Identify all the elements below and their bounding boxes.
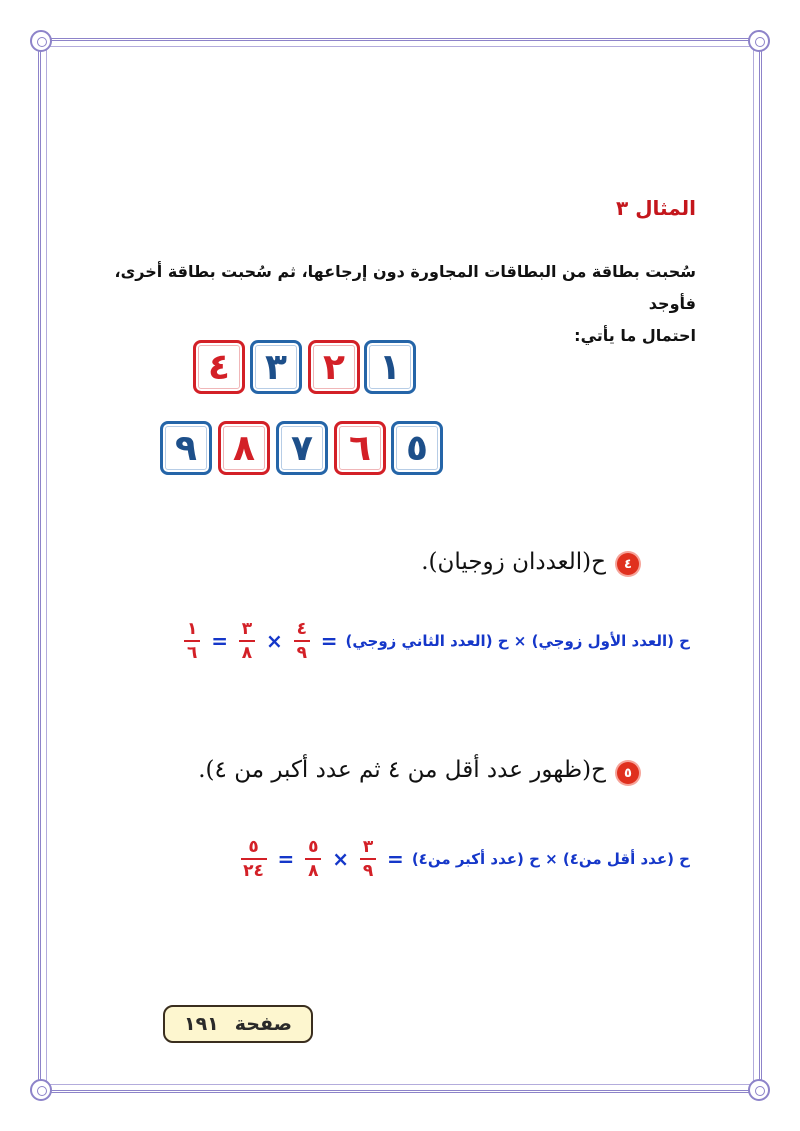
card: ٤ [193, 340, 245, 394]
card: ٣ [250, 340, 302, 394]
corner-ornament-icon [748, 1079, 770, 1101]
question-number-badge: ٤ [617, 553, 639, 575]
card: ٦ [334, 421, 386, 475]
page-label: صفحة [234, 1013, 293, 1035]
denominator: ٩ [296, 643, 307, 663]
numerator: ٣ [241, 619, 253, 639]
card: ٥ [391, 421, 443, 475]
example-heading: المثال ٣ [616, 196, 696, 220]
card: ٧ [276, 421, 328, 475]
card: ٨ [218, 421, 270, 475]
intro-line-2: احتمال ما يأتي: [574, 326, 696, 345]
result-fraction [184, 620, 200, 662]
page-number-box [163, 1005, 313, 1043]
numerator: ٤ [296, 619, 307, 639]
equals-sign: = [277, 847, 295, 871]
fraction [360, 838, 376, 880]
times-sign: × [332, 847, 350, 871]
result-fraction [241, 838, 267, 880]
equals-sign: = [211, 629, 228, 653]
card: ٢ [308, 340, 360, 394]
question-4-text: ح(العددان زوجيان). [421, 549, 606, 575]
card: ٩ [160, 421, 212, 475]
equation-q5 [238, 838, 690, 880]
question-5-text: ح(ظهور عدد أقل من ٤ ثم عدد أكبر من ٤). [198, 757, 606, 783]
intro-line-1: سُحبت بطاقة من البطاقات المجاورة دون إرجاعها، ثم سُحبت بطاقة أخرى، فأوجد [114, 262, 696, 313]
fraction [305, 838, 321, 880]
denominator: ٦ [187, 643, 198, 663]
corner-ornament-icon [30, 30, 52, 52]
corner-ornament-icon [30, 1079, 52, 1101]
equals-sign: = [387, 847, 404, 871]
numerator: ٥ [248, 837, 259, 857]
question-number-badge: ٥ [617, 762, 639, 784]
fraction [239, 620, 255, 662]
denominator: ٢٤ [243, 861, 264, 881]
equals-sign: = [320, 629, 338, 653]
equation-q4 [181, 620, 690, 662]
page-number: ١٩١ [183, 1013, 219, 1035]
denominator: ٨ [241, 643, 253, 663]
corner-ornament-icon [748, 30, 770, 52]
equation-text: ح (عدد أقل من٤) × ح (عدد أكبر من٤) [411, 850, 690, 868]
equation-text: ح (العدد الأول زوجي) × ح (العدد الثاني زوجي) [345, 632, 690, 650]
fraction [294, 620, 310, 662]
card: ١ [364, 340, 416, 394]
denominator: ٨ [308, 861, 319, 881]
times-sign: × [265, 629, 283, 653]
numerator: ٥ [308, 837, 319, 857]
numerator: ٣ [362, 837, 374, 857]
denominator: ٩ [362, 861, 374, 881]
intro-paragraph [96, 256, 696, 352]
numerator: ١ [187, 619, 198, 639]
